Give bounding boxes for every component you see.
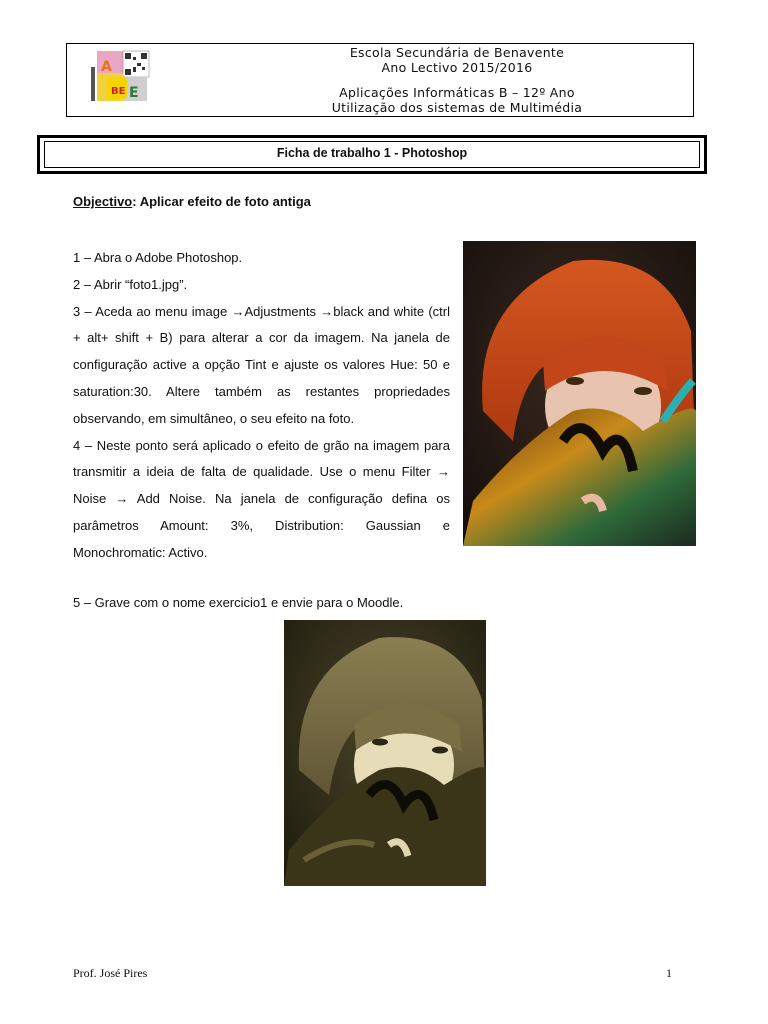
step-5: 5 – Grave com o nome exercicio1 e envie para o Moodle.	[73, 595, 404, 610]
step-4-part-a: 4 – Neste ponto será aplicado o efeito de grão na imagem para transmitir a ideia de falta de qualidade. Use o menu Filter	[73, 437, 450, 480]
sepia-result-photo	[284, 620, 486, 886]
step-4-part-c: Add Noise. Na janela de configuração defina os parâmetros Amount: 3%, Distribution: Gaussian e Monochromatic: Activo.	[73, 491, 450, 560]
step-3	[73, 299, 450, 433]
objective-line	[73, 194, 311, 209]
school-name: Escola Secundária de Benavente	[349, 45, 565, 60]
step-3-part-a: 3 – Aceda ao menu image	[73, 303, 232, 319]
svg-text:A: A	[101, 59, 112, 75]
objective-text: : Aplicar efeito de foto antiga	[132, 194, 311, 209]
subject-name: Utilização dos sistemas de Multimédia	[331, 100, 583, 115]
arrow-icon: →	[231, 303, 245, 319]
school-year: Ano Lectivo 2015/2016	[381, 60, 533, 75]
arrow-icon: →	[320, 303, 334, 319]
course-name: Aplicações Informáticas B – 12º Ano	[339, 85, 575, 100]
step-2: 2 – Abrir “foto1.jpg”.	[73, 276, 188, 292]
arrow-icon: →	[115, 491, 129, 507]
arrow-icon: →	[437, 464, 450, 480]
step-3-part-c: black and white (ctrl + alt+ shift + B) para alterar a cor da imagem. Na janela de configuração active a opção Tint e ajuste os valores Hue: 50 e saturation:30. Altere também as restantes propriedades observando, em simultâneo, o seu efeito na foto.	[73, 303, 450, 426]
svg-text:E: E	[129, 85, 139, 101]
step-3-part-b: Adjustments	[244, 303, 321, 319]
worksheet-title-frame	[37, 135, 707, 174]
step-1: 1 – Abra o Adobe Photoshop.	[73, 250, 243, 265]
step-4	[73, 433, 450, 567]
footer-author: Prof. José Pires	[73, 966, 148, 980]
school-logo	[87, 47, 155, 113]
objective-label: Objectivo	[73, 194, 133, 209]
original-color-photo	[463, 241, 696, 546]
step-4-part-b: Noise	[73, 491, 116, 507]
worksheet-title: Ficha de trabalho 1 - Photoshop	[44, 141, 700, 168]
steps-list	[73, 245, 450, 567]
footer-page-number: 1	[666, 966, 672, 980]
header-text-block	[237, 44, 677, 115]
school-header	[66, 43, 694, 117]
svg-text:BE: BE	[111, 86, 126, 97]
